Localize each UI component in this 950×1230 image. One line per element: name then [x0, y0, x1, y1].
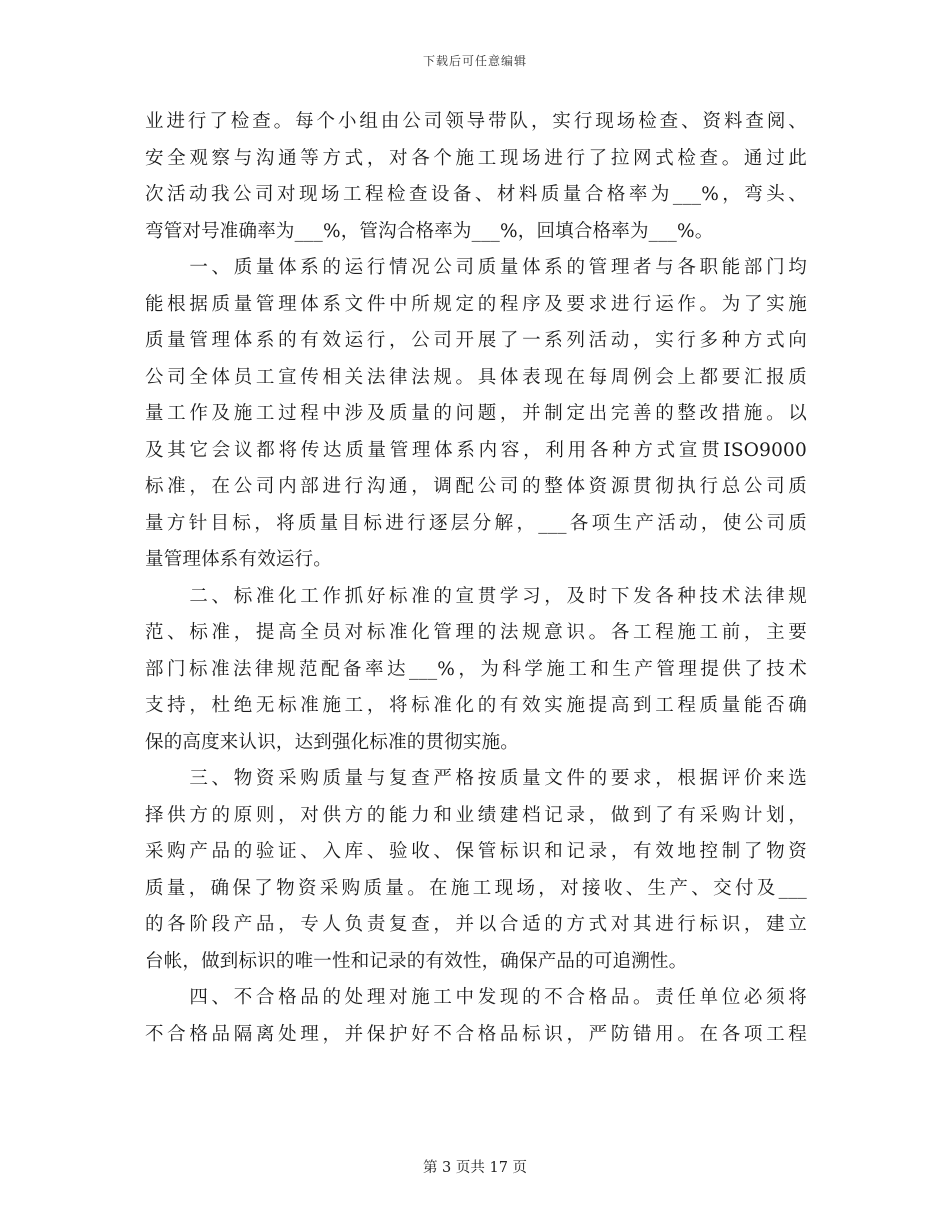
- text-line: 四、不合格品的处理对施工中发现的不合格品。责任单位必须将: [145, 987, 807, 1008]
- text-line: 次活动我公司对现场工程检查设备、材料质量合格率为___%，弯头、: [145, 184, 807, 205]
- text-line: 一、质量体系的运行情况公司质量体系的管理者与各职能部门均: [145, 257, 807, 278]
- text-line: 部门标准法律规范配备率达___%，为科学施工和生产管理提供了技术: [145, 658, 807, 680]
- paragraph: [145, 250, 807, 579]
- text-line: 标准，在公司内部进行沟通，调配公司的整体资源贯彻执行总公司质: [145, 476, 807, 497]
- text-line: 量方针目标，将质量目标进行逐层分解，___各项生产活动，使公司质: [145, 512, 807, 534]
- text-line: 质量，确保了物资采购质量。在施工现场，对接收、生产、交付及___: [145, 877, 807, 899]
- paragraph: [145, 579, 807, 762]
- page-header: 下载后可任意编辑: [422, 54, 527, 68]
- text-line: 二、标准化工作抓好标准的宣贯学习，及时下发各种技术法律规: [145, 585, 807, 607]
- text-line: 能根据质量管理体系文件中所规定的程序及要求进行运作。为了实施: [145, 293, 807, 315]
- text-line: 弯管对号准确率为___%，管沟合格率为___%，回填合格率为___%。: [145, 220, 714, 242]
- text-line: 业进行了检查。每个小组由公司领导带队，实行现场检查、资料查阅、: [145, 111, 807, 132]
- document-body: [145, 104, 807, 1053]
- text-line: 不合格品隔离处理，并保护好不合格品标识，严防错用。在各项工程: [145, 1023, 807, 1045]
- paragraph: [145, 104, 807, 250]
- text-line: 保的高度来认识，达到强化标准的贯彻实施。: [145, 731, 520, 753]
- text-line: 支持，杜绝无标准施工，将标准化的有效实施提高到工程质量能否确: [145, 695, 807, 716]
- text-line: 采购产品的验证、入库、验收、保管标识和记录，有效地控制了物资: [145, 841, 807, 862]
- paragraph: [145, 980, 807, 1053]
- text-line: 三、物资采购质量与复查严格按质量文件的要求，根据评价来选: [145, 768, 807, 789]
- text-line: 台帐，做到标识的唯一性和记录的有效性，确保产品的可追溯性。: [145, 950, 688, 972]
- text-line: 择供方的原则，对供方的能力和业绩建档记录，做到了有采购计划，: [145, 804, 807, 826]
- text-line: 质量管理体系的有效运行，公司开展了一系列活动，实行多种方式向: [145, 330, 807, 351]
- text-line: 的各阶段产品，专人负责复查，并以合适的方式对其进行标识，建立: [145, 914, 807, 935]
- text-line: 公司全体员工宣传相关法律法规。具体表现在每周例会上都要汇报质: [145, 366, 807, 388]
- text-line: 量工作及施工过程中涉及质量的问题，并制定出完善的整改措施。以: [145, 403, 807, 424]
- text-line: 安全观察与沟通等方式，对各个施工现场进行了拉网式检查。通过此: [145, 147, 807, 169]
- text-line: 及其它会议都将传达质量管理体系内容，利用各种方式宣贯ISO9000: [145, 439, 807, 461]
- paragraph: [145, 761, 807, 980]
- text-line: 量管理体系有效运行。: [145, 549, 333, 570]
- text-line: 范、标准，提高全员对标准化管理的法规意识。各工程施工前，主要: [145, 622, 807, 643]
- page-footer: 第 3 页共 17 页: [422, 1160, 528, 1176]
